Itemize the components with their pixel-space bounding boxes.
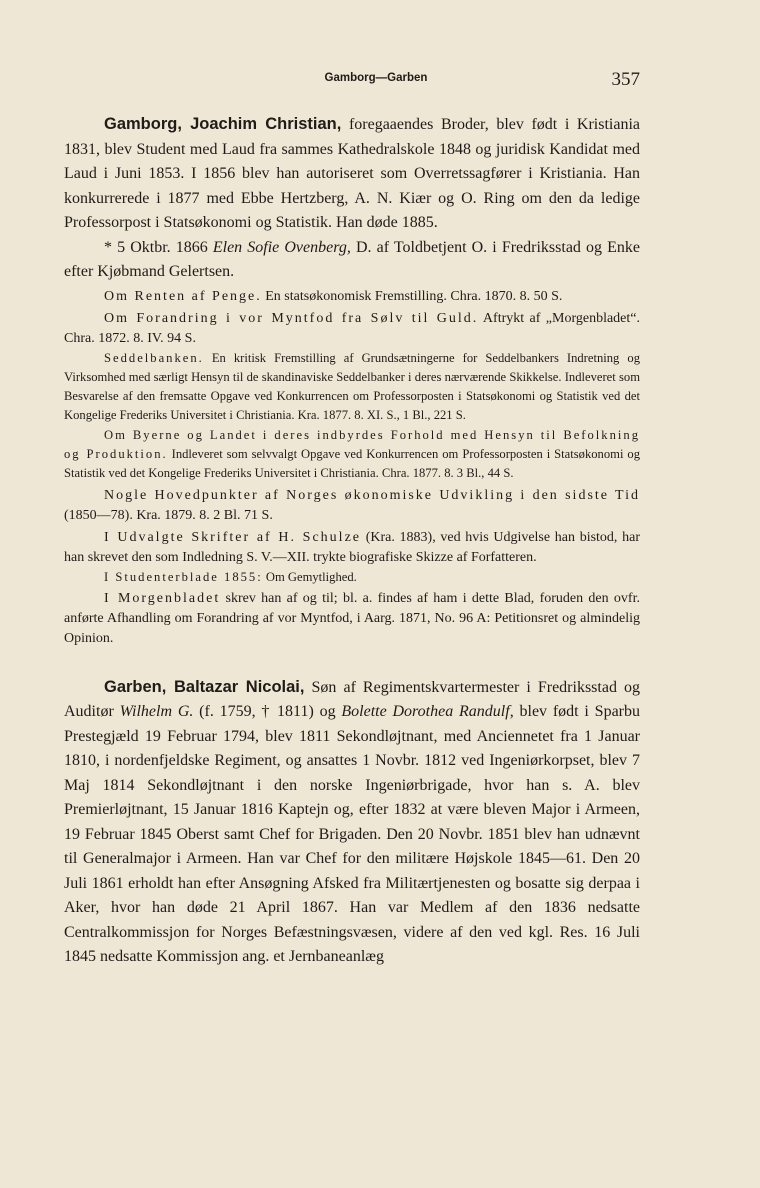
garben-entry	[64, 675, 640, 970]
work-title: Om Renten af Penge.	[104, 288, 262, 304]
gamborg-entry	[64, 112, 640, 236]
spouse-name: Elen Sofie Ovenberg,	[212, 238, 351, 256]
marriage-rest: D. af Toldbetjent O. i Fredriksstad og Enke efter Kjøbmand Gelertsen.	[64, 238, 640, 280]
work-entry	[64, 309, 640, 349]
garben-name: Garben, Baltazar Nicolai,	[104, 677, 305, 696]
work-title: I Udvalgte Skrifter af H. Schulze	[104, 529, 362, 545]
gamborg-marriage	[64, 236, 640, 285]
running-head: Gamborg—Garben	[324, 72, 428, 84]
work-details: skrev han af og til; bl. a. findes af ham i dette Blad, foruden den ovfr. anførte Afhandling om Forandring af vor Myntfod, i Aarg. 1871, No. 96 A: Petitionsret og almindelig Opinion.	[64, 590, 640, 646]
work-details: En statsøkonomisk Fremstilling. Chra. 1870. 8. 50 S.	[261, 288, 563, 304]
garben-bio: blev født i Sparbu Prestegjæld 19 Februar 1794, blev 1811 Sekondløjtnant, med Anciennetet fra 1 Januar 1810, i nordenfjeldske Regiment, og ansattes 1 Novbr. 1812 ved Ingeniørkorpset, blev 7 Maj 1814 Sekondløjtnant i den norske Ingeniørbrigade, hvor han s. A. blev Premierløjtnant, 15 Januar 1816 Kaptejn og, efter 1832 at være bleven Major i Armeen, 19 Februar 1845 Oberst samt Chef for Brigaden. Den 20 Novbr. 1851 blev han udnævnt til Generalmajor i Armeen. Han var Chef for den militære Højskole 1845—61. Den 20 Juli 1861 erholdt han efter Ansøgning Afsked fra Militærtjenesten og bosatte sig derpaa i Aker, hvor han døde 21 April 1867. Han var Medlem af den 1836 nedsatte Centralkommissjon for Norges Befæstningsvæsen, videre af den ved kgl. Res. 16 Juli 1845 nedsatte Kommissjon ang. et Jernbaneanlæg	[64, 703, 641, 966]
gamborg-bio: foregaaendes Broder, blev født i Kristiania 1831, blev Student med Laud fra sammes Kathedralskole 1848 og juridisk Kandidat med Laud i Juni 1853. I 1856 blev han autoriseret som Overretssagfører i Kristiania. Han konkurrerede i 1877 med Ebbe Hertzberg, A. N. Kiær og O. Ring om den da ledige Professorpost i Statsøkonomi og Statistik. Han døde 1885.	[64, 116, 640, 231]
garben-intro: Søn af Regimentskvartermester i Fredriksstad og Auditør	[64, 678, 640, 721]
work-title: I Studenterblade 1855:	[104, 569, 263, 584]
work-title: Nogle Hovedpunkter af Norges økonomiske Udvikling i den sidste Tid	[104, 487, 640, 503]
work-title: I Morgenbladet	[104, 590, 221, 606]
work-details: (1850—78). Kra. 1879. 8. 2 Bl. 71 S.	[64, 507, 273, 523]
gamborg-name: Gamborg, Joachim Christian,	[104, 115, 342, 133]
work-details: (Kra. 1883), ved hvis Udgivelse han bistod, har han skrevet den som Indledning S. V.—XII. trykte biografiske Skizze af Forfatteren.	[64, 529, 640, 565]
work-title: Om Byerne og Landet i deres indbyrdes Forhold med Hensyn til Befolkning og Produktion.	[64, 427, 640, 461]
work-entry	[64, 349, 640, 426]
work-details: En kritisk Fremstilling af Grundsætningerne for Seddelbankers Indretning og Virksomhed med særligt Hensyn til de skandinaviske Seddelbanker i deres nærværende Skikkelse. Indleveret som Besvarelse af den fremsatte Opgave ved Konkurrencen om Professorposten i Statsøkonomi og Statistik ved det Kongelige Frederiks Universitet i Christiania. Kra. 1877. 8. XI. S., 1 Bl., 221 S.	[64, 350, 640, 423]
entry-separator	[64, 649, 640, 675]
work-entry	[64, 589, 640, 649]
work-entry	[64, 486, 640, 526]
work-entry	[64, 568, 640, 587]
work-entry	[64, 287, 640, 307]
father-name: Wilhelm G.	[119, 703, 194, 721]
work-entry	[64, 426, 640, 484]
work-details: Aftrykt af „Morgenbladet“. Chra. 1872. 8. IV. 94 S.	[64, 310, 640, 346]
work-details: Indleveret som selvvalgt Opgave ved Konkurrencen om Professorposten i Statsøkonomi og Statistik ved det Kongelige Frederiks Universitet i Christiania. Chra. 1877. 8. 3 Bl., 44 S.	[64, 446, 640, 481]
garben-mid: (f. 1759, † 1811) og	[193, 703, 342, 721]
mother-name: Bolette Dorothea Randulf,	[341, 703, 514, 721]
page-number: 357	[611, 69, 640, 90]
work-title: Seddelbanken.	[104, 350, 204, 365]
page-header	[112, 69, 640, 102]
work-title: Om Forandring i vor Myntfod fra Sølv til Guld.	[104, 310, 479, 326]
work-entry	[64, 528, 640, 568]
work-details: Om Gemytlighed.	[262, 569, 357, 584]
page-body	[64, 112, 640, 970]
marriage-prefix: * 5 Oktbr. 1866	[104, 238, 213, 256]
